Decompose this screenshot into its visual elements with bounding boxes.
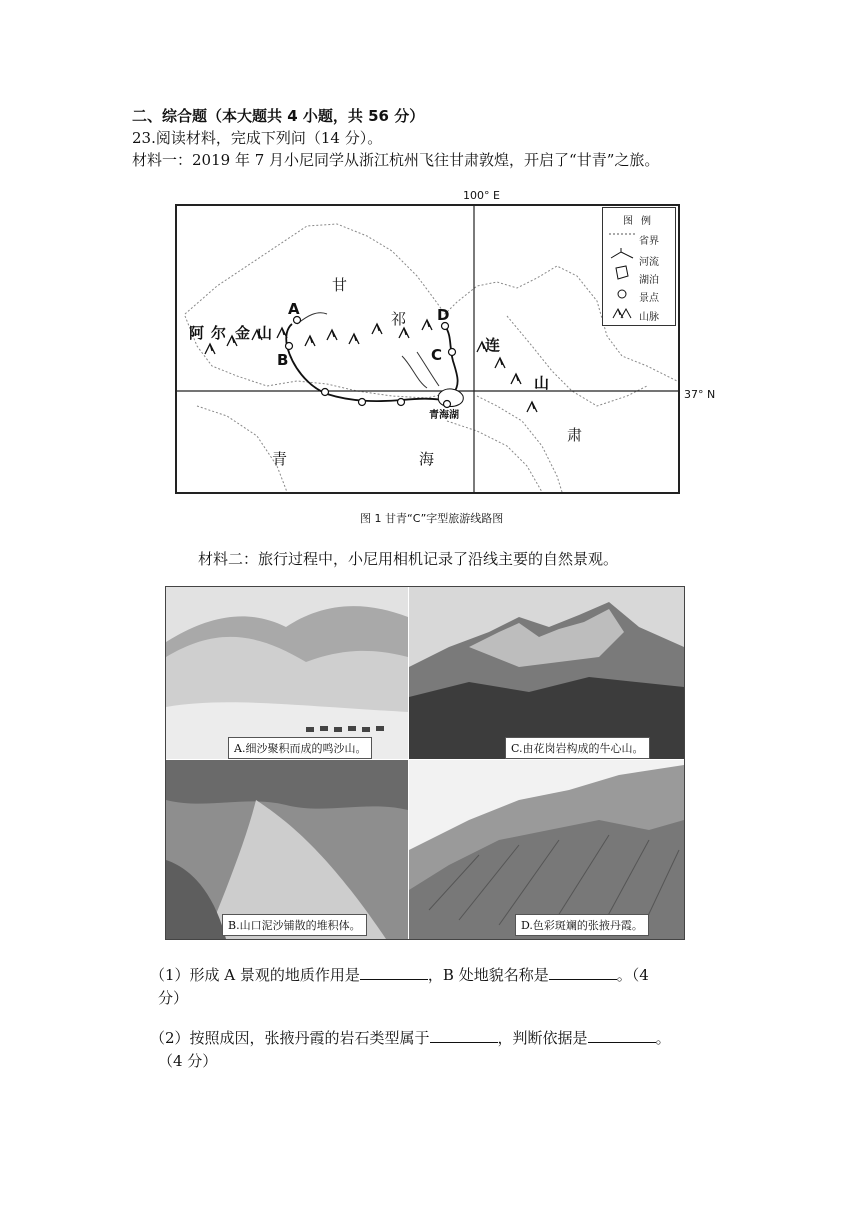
longitude-label: 100° E	[463, 189, 500, 202]
alluvial-fan-image	[166, 760, 408, 939]
point-d-label: D	[437, 306, 450, 324]
legend-item-scenic-spot: 景点	[639, 293, 659, 304]
label-jin-mountain: 金	[235, 324, 251, 342]
question-2-score: （4 分）	[158, 1052, 218, 1070]
material-one-text: 材料一：2019 年 7 月小尼同学从浙江杭州飞往甘肃敦煌，开启了“甘青”之旅。	[132, 151, 660, 169]
section-title: 二、综合题（本大题共 4 小题，共 56 分）	[132, 107, 425, 125]
q1-blank-1[interactable]	[360, 965, 428, 980]
q2-text-b: ，判断依据是	[497, 1029, 588, 1047]
material-two-text: 材料二：旅行过程中，小尼用相机记录了沿线主要的自然景观。	[198, 550, 619, 568]
label-gan: 甘	[332, 276, 348, 294]
legend-item-lake: 湖泊	[639, 275, 659, 286]
photo-a-caption: A.细沙聚积而成的鸣沙山。	[228, 737, 372, 759]
label-shan-west: 山	[257, 324, 273, 342]
sand-dune-image	[166, 587, 408, 759]
map-legend	[602, 207, 676, 326]
photo-c-caption: C.由花岗岩构成的牛心山。	[505, 737, 650, 759]
photo-a-sand-dunes	[166, 587, 408, 759]
photo-d-caption: D.色彩斑斓的张掖丹霞。	[515, 914, 649, 936]
q1-blank-2[interactable]	[549, 965, 617, 980]
q2-blank-2[interactable]	[588, 1028, 656, 1043]
landscape-photo-grid	[165, 586, 685, 940]
legend-title: 图例	[623, 216, 659, 227]
label-lian: 连	[485, 336, 501, 354]
question-2	[150, 1027, 671, 1049]
q1-text-a: （1）形成 A 景观的地质作用是	[150, 966, 360, 984]
label-qinghai-lake: 青海湖	[429, 410, 459, 421]
label-qi: 祁	[391, 310, 407, 328]
label-shan-east: 山	[534, 374, 550, 392]
point-b-label: B	[277, 351, 289, 369]
photo-b-caption: B.山口泥沙铺散的堆积体。	[222, 914, 367, 936]
photo-b-alluvial-fan	[166, 760, 408, 939]
danxia-landform-image	[409, 760, 684, 939]
label-er-mountain: 尔	[211, 324, 227, 342]
question-intro: 23.阅读材料，完成下列问（14 分）。	[132, 129, 383, 147]
q2-text-c: 。	[655, 1029, 671, 1047]
point-c-label: C	[431, 346, 443, 364]
question-1-score: 分）	[158, 989, 189, 1007]
point-a-label: A	[288, 300, 300, 318]
q2-blank-1[interactable]	[430, 1028, 498, 1043]
legend-symbols	[607, 228, 637, 326]
granite-mountain-image	[409, 587, 684, 759]
legend-item-boundary: 省界	[639, 236, 659, 247]
q1-text-b: ，B 处地貌名称是	[427, 966, 549, 984]
label-hai: 海	[419, 450, 435, 468]
label-qing: 青	[272, 450, 288, 468]
label-su: 肃	[567, 426, 583, 444]
question-1	[150, 964, 649, 986]
legend-item-river: 河流	[639, 257, 659, 268]
photo-c-granite-mountain	[409, 587, 684, 759]
photo-d-danxia-landform	[409, 760, 684, 939]
latitude-label: 37° N	[684, 388, 716, 401]
q1-text-c: 。（4	[616, 966, 649, 984]
legend-item-mountain: 山脉	[639, 312, 659, 323]
q2-text-a: （2）按照成因，张掖丹霞的岩石类型属于	[150, 1029, 430, 1047]
map-caption: 图 1 甘青“C”字型旅游线路图	[360, 512, 504, 525]
label-a-mountain: 阿	[189, 324, 205, 342]
